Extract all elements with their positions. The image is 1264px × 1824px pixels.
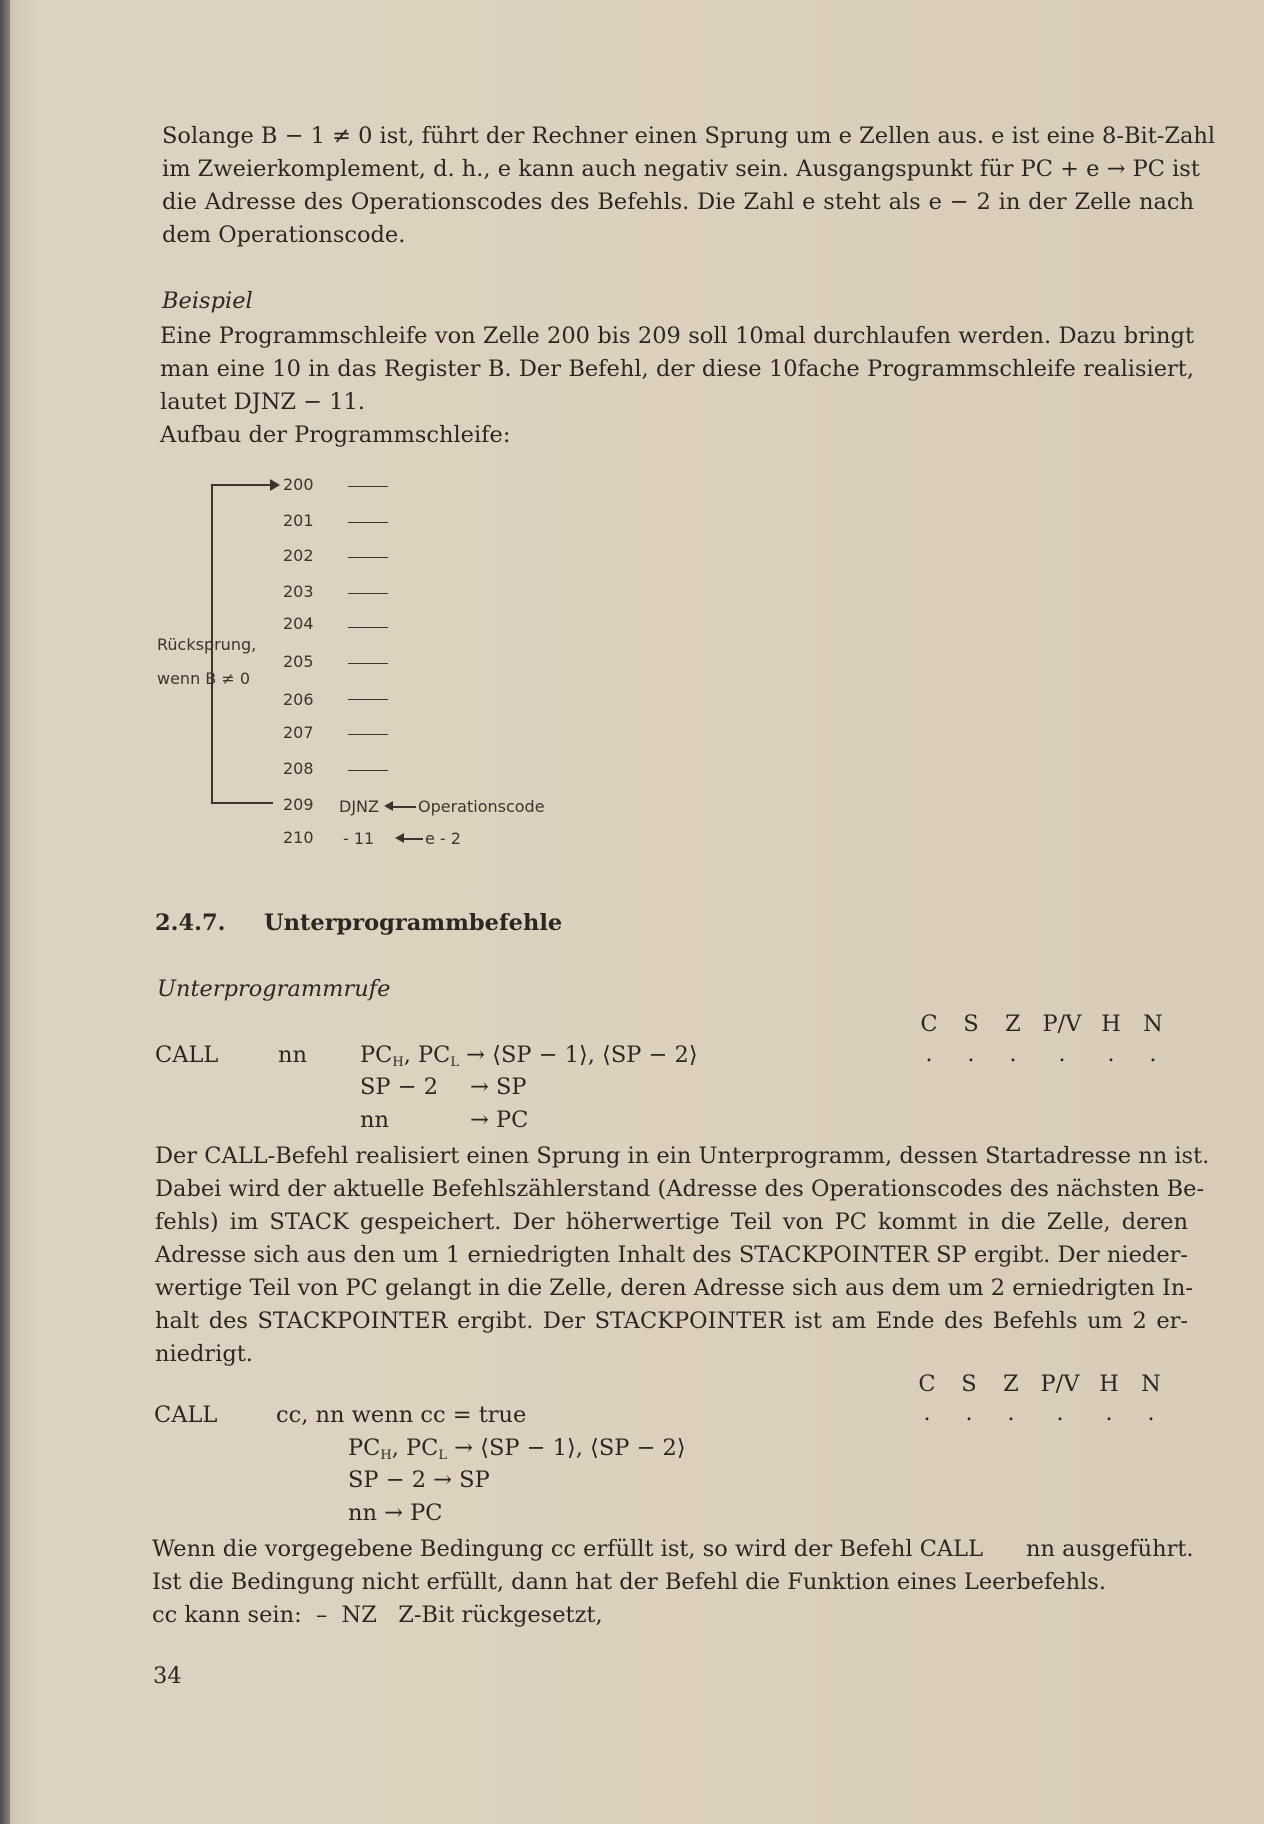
- call-cc-mnemonic: CALL: [154, 1402, 218, 1428]
- flag-header-row: [908, 1008, 1174, 1041]
- text-line: Wenn die vorgegebene Bedingung cc erfüllt ist, so wird der Befehl CALL nn ausgeführt.: [152, 1536, 1194, 1562]
- flag-value: .: [1149, 1042, 1157, 1067]
- flag-n: N: [1143, 1011, 1163, 1037]
- cell-placeholder-dash: [348, 522, 388, 523]
- text-fragment: , PC: [391, 1435, 439, 1461]
- address-208: 208: [283, 759, 314, 778]
- arrow-head-icon: [270, 479, 280, 491]
- call-operand: nn: [278, 1042, 307, 1068]
- call-effect-line-3-right: → PC: [470, 1107, 529, 1133]
- flag-value: .: [965, 1401, 973, 1426]
- flag-pv: P/V: [1042, 1011, 1082, 1037]
- text-line: Solange B − 1 ≠ 0 ist, führt der Rechner einen Sprung um e Zellen aus. e ist eine 8-Bit-Zahl: [162, 123, 1216, 149]
- call-effect-line-2-right: → SP: [470, 1074, 527, 1100]
- call-effect-line-2-left: SP − 2: [360, 1074, 439, 1100]
- text-line: niedrigt.: [155, 1341, 253, 1367]
- row-210-note: e - 2: [425, 829, 461, 848]
- cell-placeholder-dash: [348, 593, 388, 594]
- flag-h: H: [1099, 1371, 1119, 1397]
- text-line: im Zweierkomplement, d. h., e kann auch negativ sein. Ausgangspunkt für PC + e → PC ist: [162, 156, 1200, 182]
- flag-value-row: [906, 1397, 1172, 1430]
- cell-placeholder-dash: [348, 734, 388, 735]
- address-210: 210: [283, 828, 314, 847]
- flag-value: .: [1058, 1042, 1066, 1067]
- text-fragment: , PC: [403, 1042, 451, 1068]
- text-line: Eine Programmschleife von Zelle 200 bis 209 soll 10mal durchlaufen werden. Dazu bringt: [160, 323, 1194, 349]
- flag-value: .: [1007, 1401, 1015, 1426]
- text-line: Der CALL-Befehl realisiert einen Sprung in ein Unterprogramm, dessen Startadresse nn ist.: [155, 1143, 1210, 1169]
- text-line: wertige Teil von PC gelangt in die Zelle, deren Adresse sich aus dem um 2 erniedrigten In-: [155, 1275, 1194, 1301]
- flag-value: .: [1105, 1401, 1113, 1426]
- arrow-head-icon: [384, 801, 393, 811]
- book-binding-edge: [0, 0, 10, 1824]
- flag-s: S: [963, 1011, 979, 1037]
- address-202: 202: [283, 546, 314, 565]
- address-206: 206: [283, 690, 314, 709]
- cell-placeholder-dash: [348, 663, 388, 664]
- text-line: die Adresse des Operationscodes des Befehls. Die Zahl e steht als e − 2 in der Zelle nach: [162, 189, 1194, 215]
- cell-placeholder-dash: [348, 557, 388, 558]
- text-line: Ist die Bedingung nicht erfüllt, dann hat der Befehl die Funktion eines Leerbefehls.: [152, 1569, 1106, 1595]
- address-200: 200: [283, 475, 314, 494]
- page-number: 34: [153, 1663, 182, 1689]
- loop-bottom-line: [211, 802, 273, 804]
- call-effect-line-3-left: nn: [360, 1107, 389, 1133]
- text-line: fehls) im STACK gespeichert. Der höherwertige Teil von PC kommt in die Zelle, deren: [155, 1209, 1188, 1235]
- flag-c: C: [918, 1371, 936, 1397]
- flag-h: H: [1101, 1011, 1121, 1037]
- text-line: halt des STACKPOINTER ergibt. Der STACKPOINTER ist am Ende des Befehls um 2 er-: [155, 1308, 1188, 1334]
- text-fragment: PC: [360, 1042, 393, 1068]
- row-209-code: DJNZ: [339, 797, 379, 816]
- text-fragment: → ⟨SP − 1⟩, ⟨SP − 2⟩: [459, 1042, 698, 1068]
- call-cc-effect-line-3: nn → PC: [348, 1500, 443, 1526]
- flag-c: C: [920, 1011, 938, 1037]
- row-210-code: - 11: [343, 829, 375, 848]
- flag-value: .: [923, 1401, 931, 1426]
- flag-value: .: [1009, 1042, 1017, 1067]
- example-paragraph: [160, 320, 1194, 452]
- annotation-arrow-line: [392, 806, 416, 808]
- subheading: Unterprogrammrufe: [157, 976, 391, 1002]
- text-fragment: → ⟨SP − 1⟩, ⟨SP − 2⟩: [447, 1435, 686, 1461]
- flag-n: N: [1141, 1371, 1161, 1397]
- section-title: Unterprogrammbefehle: [264, 910, 563, 936]
- section-number: 2.4.7.: [155, 910, 226, 936]
- text-line: cc kann sein: – NZ Z-Bit rückgesetzt,: [152, 1602, 603, 1628]
- example-heading: Beispiel: [162, 288, 253, 314]
- address-204: 204: [283, 614, 314, 633]
- loop-arrow-top-line: [211, 484, 273, 486]
- intro-paragraph: [162, 120, 1216, 252]
- text-line: man eine 10 in das Register B. Der Befehl, der diese 10fache Programmschleife realisiert,: [160, 356, 1194, 382]
- text-line: dem Operationscode.: [162, 222, 406, 248]
- flag-value: .: [1107, 1042, 1115, 1067]
- flag-z: Z: [1003, 1371, 1019, 1397]
- call-description: [155, 1140, 1210, 1371]
- flag-z: Z: [1005, 1011, 1021, 1037]
- text-line: Dabei wird der aktuelle Befehlszählerstand (Adresse des Operationscodes des nächsten Be-: [155, 1176, 1205, 1202]
- address-205: 205: [283, 652, 314, 671]
- subscript: L: [438, 1448, 448, 1463]
- call-cc-condition: cc, nn wenn cc = true: [276, 1402, 527, 1428]
- flag-value: .: [1056, 1401, 1064, 1426]
- address-201: 201: [283, 511, 314, 530]
- subscript: H: [380, 1448, 392, 1463]
- row-209-note: Operationscode: [418, 797, 545, 816]
- cell-placeholder-dash: [348, 486, 388, 487]
- address-203: 203: [283, 582, 314, 601]
- text-line: lautet DJNZ − 11.: [160, 389, 365, 415]
- cell-placeholder-dash: [348, 627, 388, 628]
- loop-label-line-2: wenn B ≠ 0: [157, 669, 251, 688]
- text-line: Adresse sich aus den um 1 erniedrigten Inhalt des STACKPOINTER SP ergibt. Der nieder-: [155, 1242, 1188, 1268]
- flag-value-row: [908, 1038, 1174, 1071]
- flag-value: .: [967, 1042, 975, 1067]
- text-line: Aufbau der Programmschleife:: [160, 422, 511, 448]
- flag-value: .: [1147, 1401, 1155, 1426]
- cell-placeholder-dash: [348, 699, 388, 700]
- call-mnemonic: CALL: [155, 1042, 219, 1068]
- text-fragment: PC: [348, 1435, 381, 1461]
- cell-placeholder-dash: [348, 770, 388, 771]
- annotation-arrow-line: [403, 838, 423, 840]
- flag-value: .: [925, 1042, 933, 1067]
- address-209: 209: [283, 795, 314, 814]
- address-207: 207: [283, 723, 314, 742]
- subscript: L: [450, 1055, 460, 1070]
- loop-label-line-1: Rücksprung,: [157, 635, 257, 654]
- arrow-head-icon: [395, 833, 404, 843]
- flag-pv: P/V: [1040, 1371, 1080, 1397]
- flag-s: S: [961, 1371, 977, 1397]
- call-cc-effect-line-2: SP − 2 → SP: [348, 1467, 490, 1493]
- call-cc-description: [152, 1533, 1194, 1632]
- subscript: H: [392, 1055, 404, 1070]
